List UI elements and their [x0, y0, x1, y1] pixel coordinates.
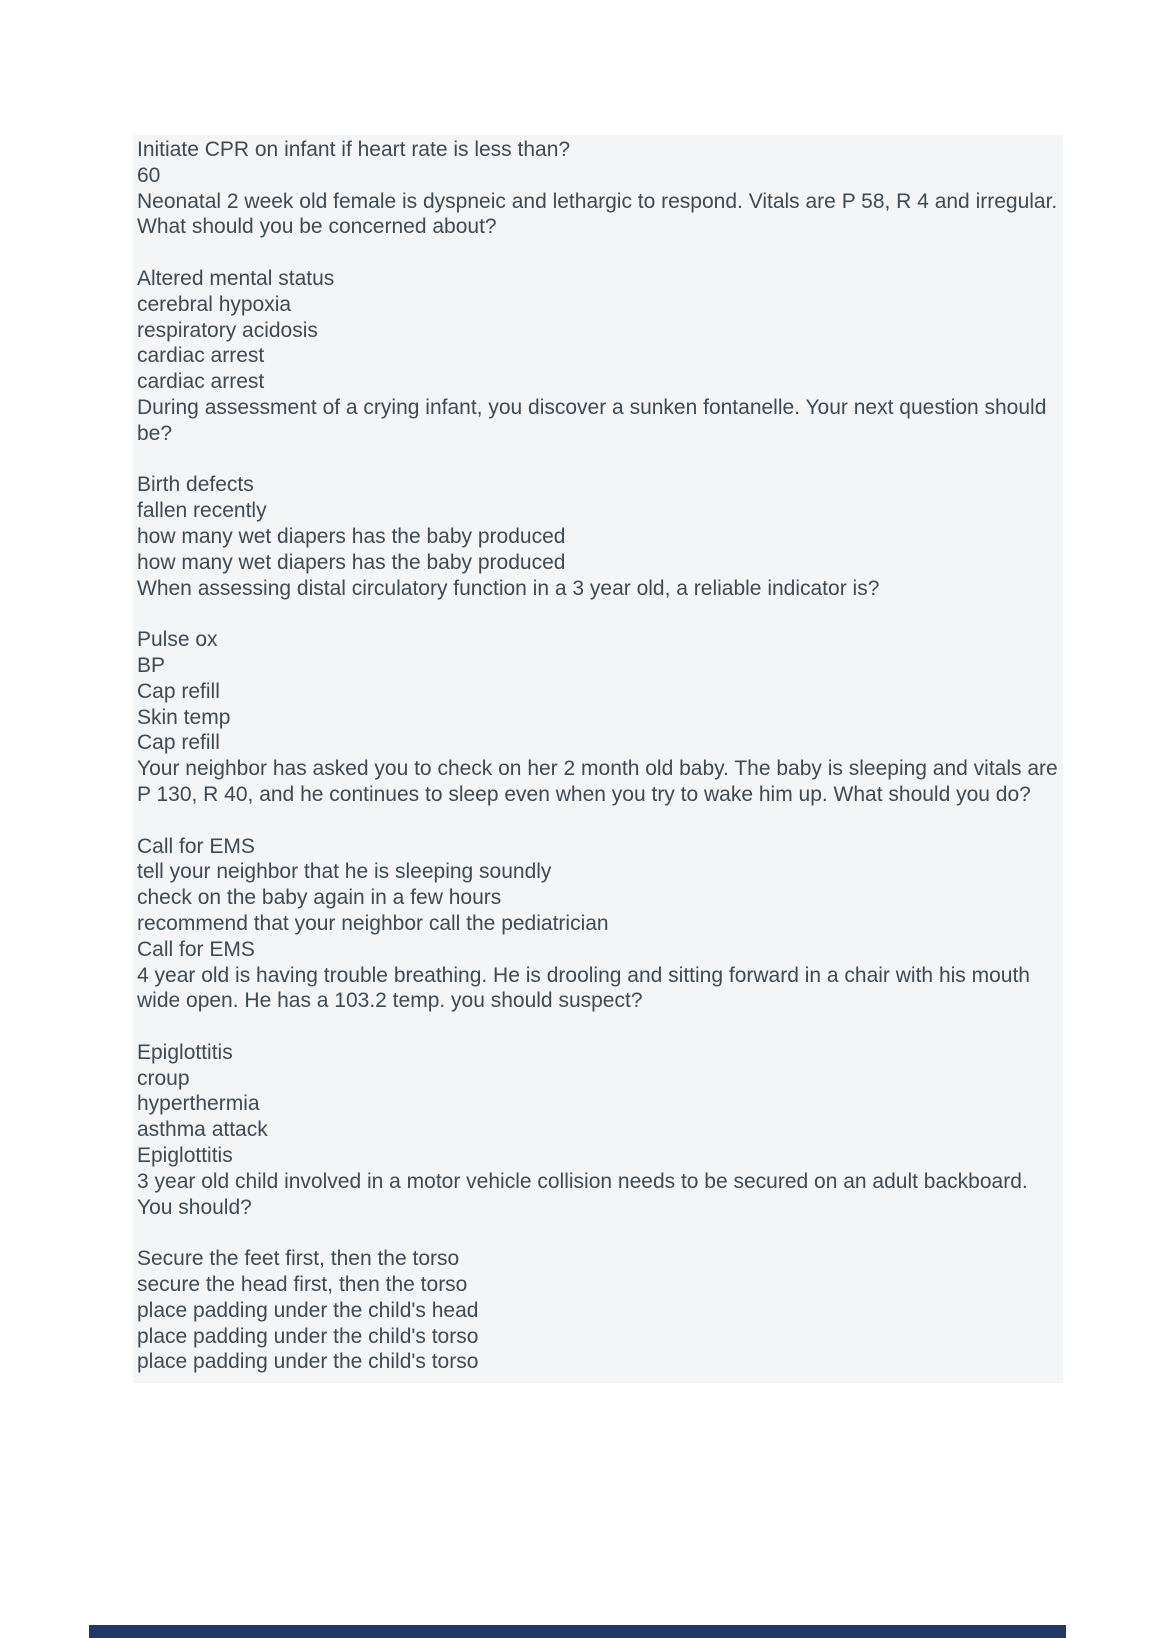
- text-line: Secure the feet first, then the torso: [137, 1247, 460, 1271]
- text-line: Neonatal 2 week old female is dyspneic and lethargic to respond. Vitals are P 58, R 4 and irregular. What should you be concerned about?: [137, 189, 1058, 239]
- text-line: Your neighbor has asked you to check on her 2 month old baby. The baby is sleeping and vitals are P 130, R 40, and he continues to sleep even when you try to wake him up. What should you do?: [137, 757, 1058, 806]
- blank-line: [137, 808, 1059, 834]
- text-line: secure the head first, then the torso: [137, 1273, 468, 1297]
- text-line: Epiglottitis: [137, 1040, 233, 1064]
- blank-line: [137, 1220, 1059, 1246]
- text-line: fallen recently: [137, 499, 267, 523]
- document-content: [133, 135, 1063, 1383]
- text-line: Cap refill: [137, 679, 220, 703]
- text-line: check on the baby again in a few hours: [137, 886, 502, 910]
- text-line: croup: [137, 1066, 190, 1090]
- text-line: place padding under the child's head: [137, 1298, 479, 1322]
- text-line: During assessment of a crying infant, you discover a sunken fontanelle. Your next question should be?: [137, 395, 1047, 445]
- blank-line: [137, 601, 1059, 627]
- text-line: cerebral hypoxia: [137, 292, 292, 316]
- text-line: cardiac arrest: [137, 370, 265, 394]
- text-line: 4 year old is having trouble breathing. He is drooling and sitting forward in a chair with his mouth wide open. He has a 103.2 temp. you should suspect?: [137, 963, 1030, 1013]
- text-line: recommend that your neighbor call the pediatrician: [137, 911, 609, 935]
- blank-line: [137, 240, 1059, 266]
- text-line: Epiglottitis: [137, 1144, 233, 1168]
- text-line: Skin temp: [137, 705, 231, 729]
- text-line: Initiate CPR on infant if heart rate is less than?: [137, 138, 571, 161]
- text-line: Birth defects: [137, 473, 254, 497]
- blank-line: [137, 447, 1059, 473]
- text-line: 3 year old child involved in a motor vehicle collision needs to be secured on an adult backboard. You should?: [137, 1169, 1028, 1219]
- text-line: Call for EMS: [137, 937, 255, 961]
- text-line: Altered mental status: [137, 266, 335, 290]
- text-line: place padding under the child's torso: [137, 1350, 479, 1374]
- text-line: how many wet diapers has the baby produced: [137, 550, 566, 574]
- blank-line: [137, 1014, 1059, 1040]
- text-line: how many wet diapers has the baby produced: [137, 524, 566, 548]
- footer-bar: [89, 1625, 1066, 1638]
- text-line: When assessing distal circulatory function in a 3 year old, a reliable indicator is?: [137, 576, 880, 600]
- text-line: cardiac arrest: [137, 344, 265, 368]
- text-line: Call for EMS: [137, 834, 255, 858]
- text-line: BP: [137, 653, 166, 677]
- text-line: place padding under the child's torso: [137, 1324, 479, 1348]
- text-line: hyperthermia: [137, 1092, 260, 1116]
- text-line: tell your neighbor that he is sleeping soundly: [137, 860, 552, 884]
- text-line: Cap refill: [137, 731, 220, 755]
- text-line: respiratory acidosis: [137, 318, 318, 342]
- text-line: 60: [137, 163, 161, 187]
- text-line: Pulse ox: [137, 628, 218, 652]
- text-line: asthma attack: [137, 1118, 268, 1142]
